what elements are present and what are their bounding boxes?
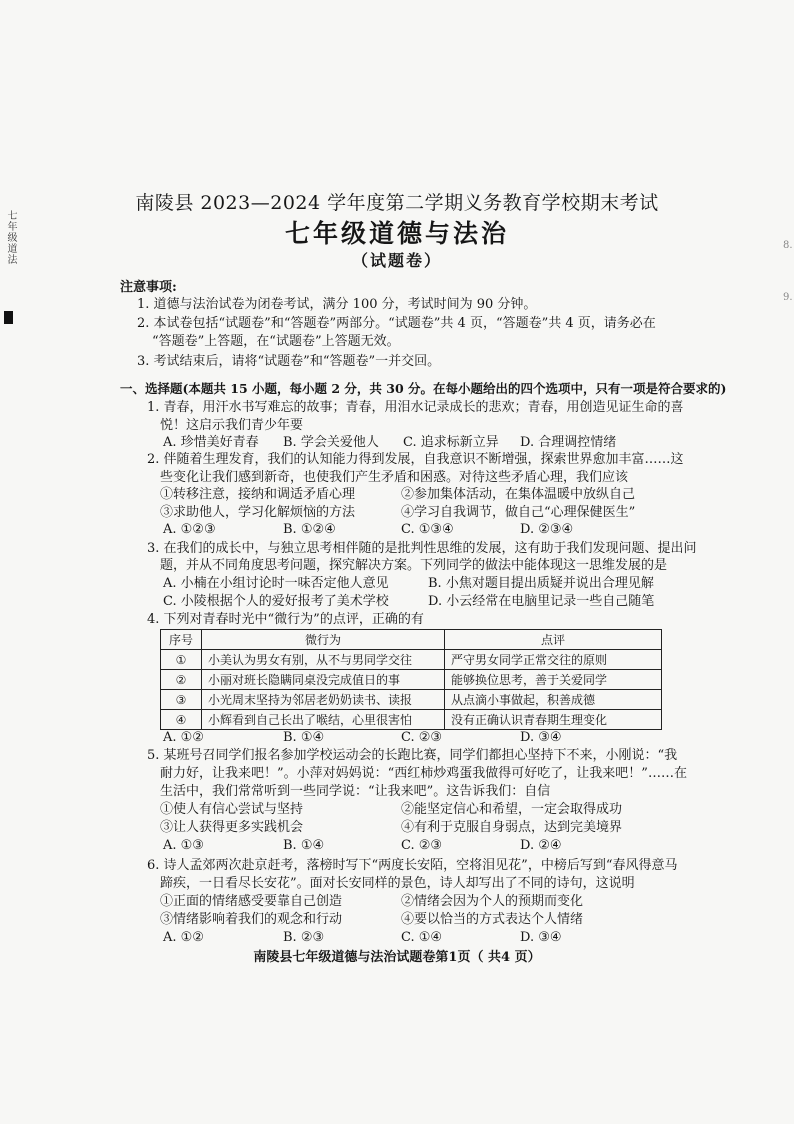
- q6-option-d: D. ③④: [520, 930, 562, 945]
- table-cell: ②: [161, 670, 202, 690]
- question-2-text: 些变化让我们感到新奇，也使我们产生矛盾和困惑。对待这些矛盾心理，我们应该: [160, 470, 629, 485]
- margin-number-9: 9.: [783, 292, 793, 303]
- q2-statement-3: ③求助他人，学习化解烦恼的方法: [160, 505, 356, 520]
- q5-statement-3: ③让人获得更多实践机会: [160, 820, 304, 835]
- table-cell: ④: [161, 710, 202, 730]
- table-row: [161, 650, 662, 670]
- q2-statement-1: ①转移注意，接纳和调适矛盾心理: [160, 487, 356, 502]
- table-header-row: [161, 630, 662, 650]
- q5-option-b: B. ①④: [283, 838, 325, 853]
- q6-statement-1: ①正面的情绪感受要靠自己创造: [160, 894, 343, 909]
- q1-option-d: D. 合理调控情绪: [520, 435, 617, 450]
- q1-option-b: B. 学会关爱他人: [283, 435, 379, 450]
- q3-option-d: D. 小云经常在电脑里记录一些自己随笔: [428, 594, 655, 609]
- note-item: “答题卷”上答题，在“试题卷”上答题无效。: [152, 334, 400, 349]
- table-cell: 能够换位思考，善于关爱同学: [445, 670, 662, 690]
- q4-table: [160, 629, 662, 730]
- q6-option-c: C. ①④: [401, 930, 443, 945]
- table-row: [161, 670, 662, 690]
- q6-option-a: A. ①②: [163, 930, 204, 945]
- note-item: 1. 道德与法治试卷为闭卷考试，满分 100 分，考试时间为 90 分钟。: [137, 297, 537, 312]
- question-2-text: 2. 伴随着生理发育，我们的认知能力得到发展，自我意识不断增强，探索世界愈加丰富……这: [147, 452, 684, 467]
- table-cell: 小光周末坚持为邻居老奶奶读书、读报: [202, 690, 445, 710]
- q6-option-b: B. ②③: [283, 930, 325, 945]
- q5-statement-4: ④有利于克服自身弱点，达到完美境界: [401, 820, 623, 835]
- q2-option-a: A. ①②③: [163, 522, 216, 537]
- q3-option-a: A. 小楠在小组讨论时一味否定他人意见: [163, 576, 389, 591]
- q2-option-c: C. ①③④: [401, 522, 454, 537]
- paper-type: （试题卷）: [351, 251, 442, 270]
- column-header-index: 序号: [161, 630, 202, 650]
- table-row: [161, 690, 662, 710]
- q4-option-d: D. ③④: [520, 730, 562, 745]
- column-header-comment: 点评: [445, 630, 662, 650]
- question-5-text: 耐力好，让我来吧！”。小萍对妈妈说：“西红柿炒鸡蛋我做得可好吃了，让我来吧！”……在: [160, 766, 687, 781]
- q5-option-a: A. ①③: [163, 838, 204, 853]
- q6-statement-3: ③情绪影响着我们的观念和行动: [160, 912, 343, 927]
- q4-option-a: A. ①②: [163, 730, 204, 745]
- q5-option-d: D. ②④: [520, 838, 562, 853]
- q3-option-c: C. 小陵根据个人的爱好报考了美术学校: [163, 594, 389, 609]
- table-cell: 小辉看到自己长出了喉结，心里很害怕: [202, 710, 445, 730]
- q6-statement-4: ④要以恰当的方式表达个人情绪: [401, 912, 584, 927]
- margin-number-8: 8.: [783, 240, 793, 251]
- q2-option-d: D. ②③④: [520, 522, 574, 537]
- question-6-text: 6. 诗人孟郊两次赴京赶考，落榜时写下“两度长安陌，空将泪见花”，中榜后写到“春风得意马: [147, 858, 678, 873]
- question-3-text: 3. 在我们的成长中，与独立思考相伴随的是批判性思维的发展，这有助于我们发现问题、提出问: [147, 541, 697, 556]
- q1-option-a: A. 珍惜美好青春: [163, 435, 259, 450]
- note-item: 3. 考试结束后，请将“试题卷”和“答题卷”一并交回。: [137, 354, 441, 369]
- question-4-text: 4. 下列对青春时光中“微行为”的点评，正确的有: [147, 612, 424, 627]
- subject-title: 七年级道德与法治: [284, 219, 509, 248]
- notes-heading: 注意事项:: [120, 280, 177, 295]
- q4-option-c: C. ②③: [401, 730, 443, 745]
- table-cell: 小美认为男女有别，从不与男同学交往: [202, 650, 445, 670]
- exam-title: 南陵县 2023—2024 学年度第二学期义务教育学校期末考试: [135, 192, 659, 214]
- sidebar-vertical-label: 七年级道法: [5, 210, 16, 265]
- q1-option-c: C. 追求标新立异: [403, 435, 499, 450]
- question-5-text: 生活中，我们常常听到一些同学说：“让我来吧”。这告诉我们：自信: [160, 784, 551, 799]
- q5-option-c: C. ②③: [401, 838, 443, 853]
- column-header-behavior: 微行为: [202, 630, 445, 650]
- table-cell: 小丽对班长隐瞒同桌没完成值日的事: [202, 670, 445, 690]
- question-1-text: 悦！这启示我们青少年要: [160, 418, 304, 433]
- question-3-text: 题，并从不同角度思考问题，探究解决方案。下列同学的做法中能体现这一思维发展的是: [160, 558, 668, 573]
- scan-mark: [4, 311, 13, 324]
- q5-statement-2: ②能坚定信心和希望，一定会取得成功: [401, 802, 623, 817]
- table-cell: 严守男女同学正常交往的原则: [445, 650, 662, 670]
- section-heading: 一、选择题(本题共 15 小题，每小题 2 分，共 30 分。在每小题给出的四个选项中，只有一项是符合要求的): [120, 381, 727, 396]
- q4-option-b: B. ①④: [283, 730, 325, 745]
- table-cell: 没有正确认识青春期生理变化: [445, 710, 662, 730]
- q6-statement-2: ②情绪会因为个人的预期而变化: [401, 894, 584, 909]
- table-row: [161, 710, 662, 730]
- q2-option-b: B. ①②④: [283, 522, 336, 537]
- question-5-text: 5. 某班号召同学们报名参加学校运动会的长跑比赛，同学们都担心坚持下不来，小刚说：“我: [147, 748, 678, 763]
- table-cell: ③: [161, 690, 202, 710]
- page-footer: 南陵县七年级道德与法治试题卷第1页（ 共4 页）: [253, 950, 541, 965]
- q5-statement-1: ①使人有信心尝试与坚持: [160, 802, 304, 817]
- note-item: 2. 本试卷包括“试题卷”和“答题卷”两部分。“试题卷”共 4 页，“答题卷”共 4 页，请务必在: [137, 316, 656, 331]
- table-cell: 从点滴小事做起，积善成德: [445, 690, 662, 710]
- q3-option-b: B. 小焦对题目提出质疑并说出合理见解: [428, 576, 654, 591]
- table-cell: ①: [161, 650, 202, 670]
- q2-statement-4: ④学习自我调节，做自己“心理保健医生”: [401, 505, 636, 520]
- question-6-text: 蹄疾，一日看尽长安花”。面对长安同样的景色，诗人却写出了不同的诗句，这说明: [160, 876, 635, 891]
- q2-statement-2: ②参加集体活动，在集体温暖中放纵自己: [401, 487, 636, 502]
- question-1-text: 1. 青春，用汗水书写难忘的故事；青春，用泪水记录成长的悲欢；青春，用创造见证生命的喜: [147, 400, 684, 415]
